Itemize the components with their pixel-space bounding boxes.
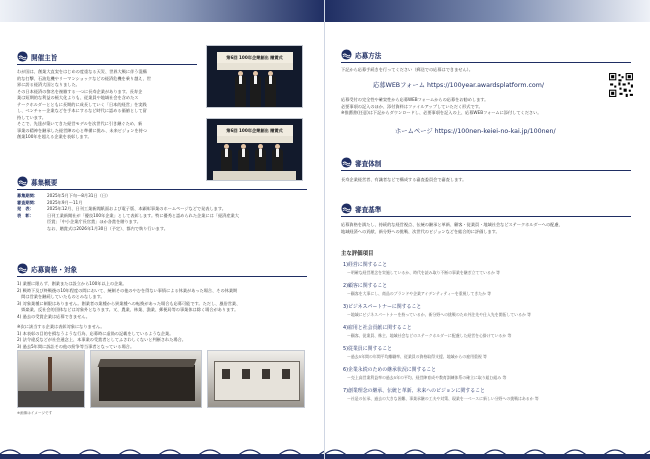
image-caption: ※画像はイメージです — [17, 411, 53, 415]
apply-rule — [341, 62, 631, 63]
apply-intro: 下記から応募手続きを行ってください（郵送での応募はできません）。 — [341, 67, 473, 72]
criteria-item-desc: ー地域にビジネスパートナーを持っているか、新分野への挑戦のため外注先や仕入先を開拓しているか 等 — [347, 312, 531, 317]
homepage-url[interactable]: https://100nen-keiei-no-kai.jp/100nen/ — [434, 128, 556, 135]
bottom-wave-border — [0, 445, 325, 459]
web-form-url[interactable]: https://100year.awardsplatform.com/ — [427, 82, 545, 89]
criteria-rule — [341, 216, 631, 217]
eligibility-rule — [17, 276, 307, 277]
criteria-item-desc: ー顧客、従業員、株主、地域社会などのステークホルダーに配慮した経営を心掛けているか 等 — [347, 333, 512, 338]
wave-icon — [341, 203, 352, 214]
bottom-wave-border — [325, 445, 650, 459]
criteria-title: 審査基準 — [355, 205, 382, 214]
schedule-row: 表 彰： 日刊工業新聞社が「優良100年企業」として表彰します。特に優秀と認められた企業には「経済産業大 — [17, 212, 239, 218]
criteria-item-desc: ー過去5年間の年間平均離職率、従業員の資格取得支援、地域からの雇用重視 等 — [347, 354, 487, 359]
wave-icon — [341, 49, 352, 60]
apply-title: 応募方法 — [355, 51, 382, 60]
criteria-item-title: 7)創業理念の継承、伝統と革新、未来へのビジョンに関すること — [343, 388, 485, 394]
apply-notes: 応募受付の完全性や確実性から応募WEBフォームからの応募をお勧めします。 必要事項の記入のほか、添付資料はファイルアップしていただく形式です。 ※推薦書(任意)は下記からダウンロードし、必要事項を記入の上、応募WEBフォームに添付してください。 — [341, 97, 542, 115]
storehouse-photo — [90, 350, 202, 408]
criteria-item-title: 3)ビジネスパートナーに関すること — [343, 304, 422, 310]
schedule-row: 発 表： 2025年12月、日刊工業新聞紙面および電子版、本顕彰事業のホームページなどで発表します。 — [17, 206, 226, 211]
award-photo-2 — [206, 118, 303, 181]
criteria-item-title: 5)従業員に関すること — [343, 346, 393, 352]
homepage-line[interactable] — [395, 126, 556, 135]
overview-rule — [17, 189, 307, 190]
intro-heading — [17, 51, 57, 62]
top-gradient-bar — [0, 0, 325, 22]
old-building-photo — [207, 350, 305, 408]
criteria-item-desc: ー顧客を大事にし、商品のブランドや企業アイデンティティーを重視してきたか 等 — [347, 291, 492, 296]
homepage-label: ホームページ — [395, 128, 433, 135]
schedule-row: 審査期間： 2025年9月～11月 — [17, 199, 83, 205]
criteria-item-title: 4)雇用と社会貢献に関すること — [343, 325, 412, 331]
criteria-item-desc: ー明確な経営理念を実施しているか、時代を読み取り不断の事業を継ぎ立てているか 等 — [347, 270, 500, 275]
judging-text: 長寿企業経営者、有識者などで構成する審査委員会で審査します。 — [341, 177, 467, 182]
main-criteria-title: 主な評価項目 — [341, 251, 374, 257]
overview-title: 募集概要 — [31, 178, 58, 187]
eligibility-text: 1) 業歴に限らず、創業または設立から100年以上の企業。 2) 戦時下及び終戦後の10年程度の間において、統制その他のやむを得ない事情による休業があった場合、その休業期 間は営業を継続していたものとみなします。 3) 対象業種に制限はありません。創業者の業種から異業種への転換があった場合も応募可能です。ただし、風俗営業、 娯楽業、反社会的団体などは対象外となります。又、農業、林業、漁業、郵便局等の事業体は除く場合があります。 4) 過去の受賞企業は応募できません。 ※次に該当する企業は表彰対象になりません。 1) 本表彰の目的を損なうような行為、応募時に虚偽の記載をしているような企業。 2) 法令違反などが社会通念上、本事業の受賞者としてふさわしくないと判断された場合。 3) 過去5年間に訴訟その他の紛争等当事者となっている場合。 — [17, 281, 241, 349]
photo-banner-2: 第6回 100年企業創出 贈賞式 — [217, 125, 293, 136]
criteria-item-desc: ー社是の伝承、過去の大きな困難、事業承継の工夫や対策、現業を一ベースに新しい分野への挑戦はあるか 等 — [347, 396, 539, 401]
wave-icon — [17, 51, 28, 62]
schedule-row: 臣賞」「中小企業庁長官賞」ほか各賞を贈ります。 — [47, 219, 141, 224]
intro-title: 開催主旨 — [31, 53, 58, 62]
criteria-item-title: 6)企業永続のための継承状況に関すること — [343, 367, 437, 373]
criteria-item-title: 2)顧客に関すること — [343, 283, 388, 289]
wave-icon — [341, 157, 352, 168]
top-gradient-bar — [325, 0, 650, 22]
award-photo-1 — [206, 45, 303, 108]
eligibility-heading — [17, 263, 77, 274]
apply-heading — [341, 49, 381, 60]
intro-rule — [17, 64, 197, 65]
judging-heading — [341, 157, 381, 168]
criteria-item-desc: ー売上高営業利益率の過去5年の平均、経営陣育成や教育訓練体系の確立に取り組む組み 等 — [347, 375, 507, 380]
web-form-label: 応募WEBフォーム — [373, 82, 425, 89]
judging-rule — [341, 170, 631, 171]
wave-icon — [17, 263, 28, 274]
criteria-heading — [341, 203, 381, 214]
right-page — [325, 0, 650, 459]
wave-icon — [17, 176, 28, 187]
overview-schedule — [17, 193, 312, 232]
overview-heading — [17, 176, 57, 187]
photo-banner-1: 第6回 100年企業創出 贈賞式 — [217, 52, 293, 63]
web-form-line[interactable] — [373, 80, 544, 89]
criteria-item-title: 1)経営に関すること — [343, 262, 388, 268]
qr-code-icon[interactable] — [608, 72, 634, 98]
schedule-row: なお、贈賞式は2026年1月30日（予定）、都内で執り行います。 — [47, 225, 168, 231]
factory-photo — [17, 350, 85, 408]
judging-title: 審査体制 — [355, 159, 382, 168]
eligibility-title: 応募資格・対象 — [31, 265, 78, 274]
criteria-intro: 応募資格を満たし、持続的な経営視点、伝統の継承と革新、顧客・従業員・地域社会などステークホルダーへの配慮、 地域経済への貢献、新分野への挑戦、次世代のビジョンなどを総合的に評価します。 — [341, 222, 563, 234]
schedule-row: 募集期間： 2025年5月下旬～8月31日（日） — [17, 193, 111, 198]
intro-text: わが国は、創業大直実をはじめの度重なる天災、世界大戦に伴う混構 的な打撃、石油危機やリーマンショックなどの経済危機を乗り越え、世 界に誇る経済大国となりました。 その日本経済の黎名を複雑する一つに長寿企業があります。長寿企 業は短期的な利益の極大化よりも、従業員や地域社会を含めたス テークホルダーとともに長期的に成長していく「日本的経営」を実践 し、ベンチャー企業などを手本にするなど時代に認める価値として留 持しています。 そこで、先達が築いてきた経営モデルを次世代に引き継ぐため、新 事業の精神を継承した経営陣の心と準備に挑み、未来ビジョンを持つ 創業100年を超える企業を表彰します。 — [17, 69, 152, 139]
